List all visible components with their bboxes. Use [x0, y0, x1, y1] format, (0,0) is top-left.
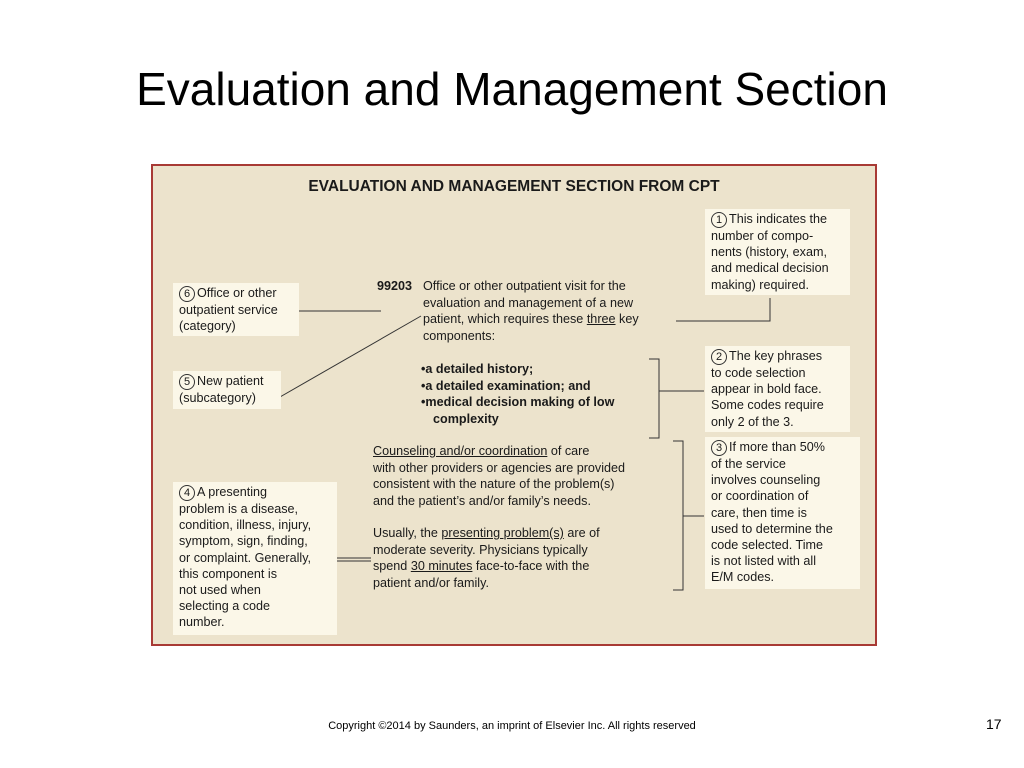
underlined-term: 30 minutes	[410, 559, 473, 573]
note-4-line: or complaint. Generally,	[179, 550, 312, 565]
paragraph-line: face-to-face with the	[472, 559, 590, 573]
paragraph-line: patient and/or family.	[373, 575, 489, 590]
note-number-5: 5	[179, 374, 195, 390]
note-3-line: of the service	[711, 457, 786, 471]
description-line: patient, which requires these	[423, 312, 587, 326]
note-3-line: involves counseling	[711, 473, 821, 488]
note-1-line: nents (history, exam,	[711, 245, 827, 260]
note-4-line: not used when	[179, 583, 261, 598]
note-number-6: 6	[179, 286, 195, 302]
note-3-line: or coordination of	[711, 489, 809, 504]
note-4-line: condition, illness, injury,	[179, 518, 312, 533]
note-5-line: (subcategory)	[179, 391, 256, 405]
paragraph-line: spend	[373, 559, 411, 573]
component-item-continued: complexity	[433, 411, 499, 426]
note-number-3: 3	[711, 440, 727, 456]
counseling-line: of care	[547, 444, 590, 458]
code-description	[423, 278, 693, 344]
note-number-4: 4	[179, 485, 195, 501]
note-3-line: is not listed with all	[711, 554, 816, 569]
note-1-line: making) required.	[711, 277, 809, 292]
counseling-line: and the patient’s and/or family’s needs.	[373, 493, 591, 508]
note-1	[705, 209, 850, 295]
paragraph-line: Usually, the	[373, 526, 442, 540]
underlined-term: presenting problem(s)	[441, 526, 564, 540]
note-3	[705, 437, 860, 589]
note-1-line: and medical decision	[711, 261, 829, 276]
counseling-line: with other providers or agencies are provided	[373, 460, 626, 475]
paragraph-line: moderate severity. Physicians typically	[373, 542, 588, 557]
note-4	[173, 482, 337, 635]
component-item: • medical decision making of low	[421, 394, 661, 411]
note-4-line: A presenting	[197, 485, 268, 499]
underlined-term: three	[586, 312, 616, 326]
note-3-line: If more than 50%	[729, 440, 825, 454]
description-line: components:	[423, 328, 496, 343]
slide-title: Evaluation and Management Section	[136, 63, 888, 115]
presenting-problem-paragraph	[373, 525, 673, 591]
note-2-line: to code selection	[711, 366, 806, 380]
note-6-line: Office or other	[197, 286, 277, 300]
counseling-paragraph	[373, 443, 673, 509]
note-5-line: New patient	[197, 374, 264, 388]
component-item: • a detailed history;	[421, 361, 661, 378]
note-4-line: selecting a code	[179, 599, 271, 614]
cpt-figure	[151, 164, 877, 646]
note-4-line: number.	[179, 615, 225, 630]
key-components-list	[421, 361, 661, 427]
note-1-line: number of compo-	[711, 229, 814, 243]
underlined-term: Counseling and/or coordination	[373, 444, 548, 458]
note-4-line: symptom, sign, finding,	[179, 534, 308, 549]
note-6	[173, 283, 299, 336]
description-line: key	[615, 312, 639, 326]
note-3-line: code selected. Time	[711, 538, 824, 553]
note-2-line: The key phrases	[729, 349, 823, 363]
counseling-line: consistent with the nature of the problem(s)	[373, 477, 615, 491]
component-item: • a detailed examination; and	[421, 378, 661, 395]
note-number-2: 2	[711, 349, 727, 365]
note-number-1: 1	[711, 212, 727, 228]
note-6-line: outpatient service	[179, 303, 278, 317]
note-5	[173, 371, 281, 409]
note-3-line: E/M codes.	[711, 570, 774, 585]
note-4-line: this component is	[179, 566, 278, 581]
note-2-line: Some codes require	[711, 398, 824, 413]
figure-heading: EVALUATION AND MANAGEMENT SECTION FROM CPT	[308, 178, 720, 195]
paragraph-line: are of	[563, 526, 600, 540]
note-2	[705, 346, 850, 432]
note-3-line: used to determine the	[711, 521, 833, 536]
note-2-line: appear in bold face.	[711, 382, 822, 397]
page-number: 17	[986, 716, 1002, 732]
note-2-line: only 2 of the 3.	[711, 414, 794, 429]
cpt-code: 99203	[377, 279, 413, 293]
note-4-line: problem is a disease,	[179, 502, 299, 516]
description-line: Office or other outpatient visit for the	[423, 279, 626, 293]
note-3-line: care, then time is	[711, 505, 807, 520]
note-6-line: (category)	[179, 319, 236, 334]
note-1-line: This indicates the	[729, 212, 828, 226]
description-line: evaluation and management of a new	[423, 295, 634, 310]
copyright-footer: Copyright ©2014 by Saunders, an imprint of Elsevier Inc. All rights reserved	[328, 720, 696, 732]
